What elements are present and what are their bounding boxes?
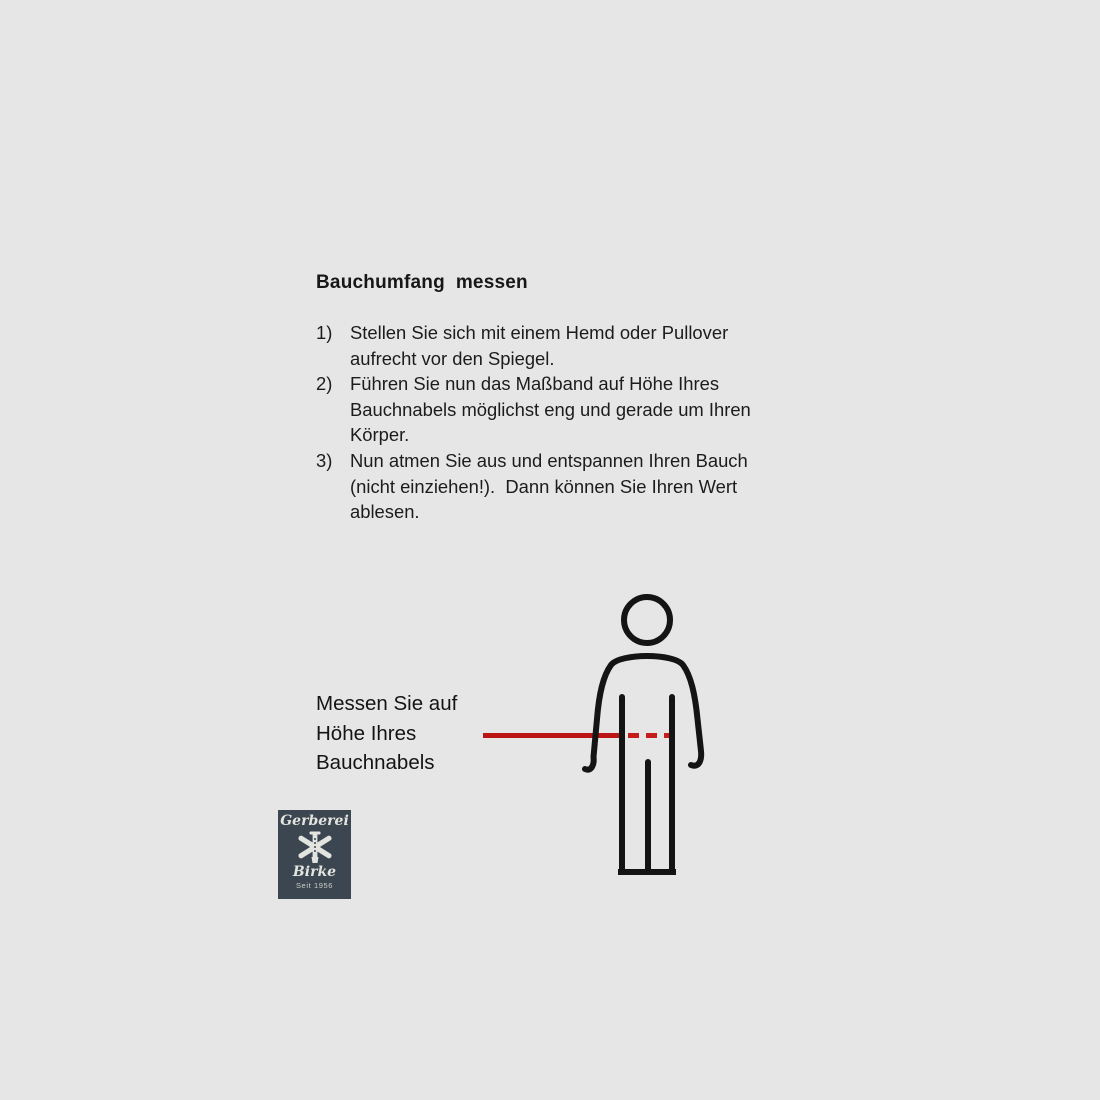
list-text: Stellen Sie sich mit einem Hemd oder Pullover aufrecht vor den Spiegel. bbox=[350, 322, 729, 369]
list-number: 2) bbox=[316, 373, 333, 395]
page-title: Bauchumfang messen bbox=[316, 272, 528, 293]
logo-bottom-text: Birke bbox=[292, 864, 337, 880]
list-text: Führen Sie nun das Maßband auf Höhe Ihres Bauchnabels möglichst eng und gerade um Ihren Körper. bbox=[350, 373, 751, 446]
list-text: Nun atmen Sie aus und entspannen Ihren Bauch (nicht einziehen!). Dann können Sie Ihren Wert ablesen. bbox=[350, 449, 748, 523]
instruction-item-1 bbox=[316, 320, 751, 371]
instruction-list bbox=[316, 320, 751, 525]
instruction-item-2 bbox=[316, 371, 751, 448]
figure-body-outline bbox=[585, 656, 701, 770]
person-figure-illustration bbox=[450, 580, 730, 900]
instruction-item-3 bbox=[316, 448, 751, 525]
logo-top-text: Gerberei bbox=[280, 813, 349, 829]
figure-head bbox=[624, 597, 670, 643]
logo-year: Seit 1956 bbox=[295, 881, 334, 890]
measure-annotation: Messen Sie auf Höhe Ihres Bauchnabels bbox=[316, 692, 458, 774]
list-number: 1) bbox=[316, 322, 333, 343]
crossed-tools-icon bbox=[292, 830, 338, 864]
list-number: 3) bbox=[316, 449, 333, 471]
company-logo bbox=[278, 810, 351, 899]
